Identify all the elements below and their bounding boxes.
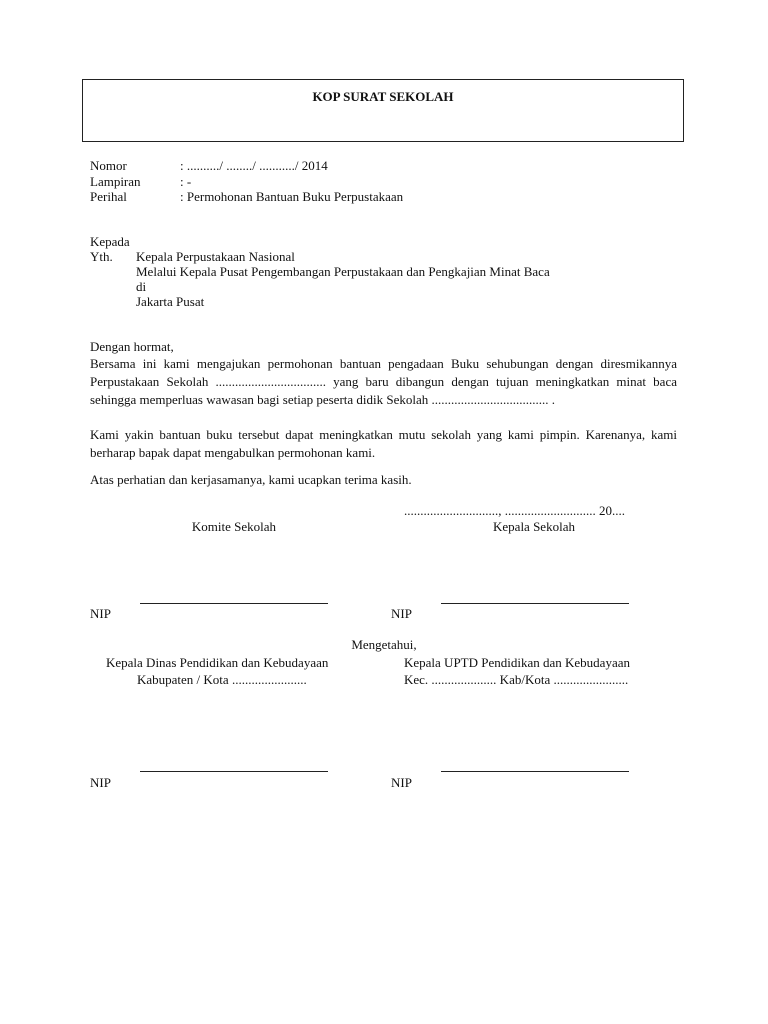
recipient-line-4: Jakarta Pusat — [136, 294, 205, 309]
letterhead-box — [82, 79, 684, 142]
signature-line-komite — [140, 603, 328, 604]
place-date: ............................., ............................ 20.... — [404, 503, 625, 518]
nip-uptd: NIP — [391, 775, 412, 790]
letterhead-title: KOP SURAT SEKOLAH — [312, 89, 454, 104]
kadis-title-line-1: Kepala Dinas Pendidikan dan Kebudayaan — [106, 655, 329, 670]
recipient-line-2: Melalui Kepala Pusat Pengembangan Perpustakaan dan Pengkajian Minat Baca — [136, 264, 550, 279]
kadis-title-line-2: Kabupaten / Kota ....................... — [137, 672, 307, 687]
kepada-label: Kepada — [90, 234, 130, 249]
nomor-label: Nomor — [90, 158, 127, 173]
lampiran-value: : - — [180, 174, 192, 189]
nip-komite: NIP — [90, 606, 111, 621]
yth-label: Yth. — [90, 249, 113, 264]
lampiran-label: Lampiran — [90, 174, 141, 189]
uptd-title-line-1: Kepala UPTD Pendidikan dan Kebudayaan — [404, 655, 630, 670]
nip-kepala-sekolah: NIP — [391, 606, 412, 621]
closing-line: Atas perhatian dan kerjasamanya, kami ucapkan terima kasih. — [90, 472, 412, 487]
nomor-value: : ........../ ......../ .........../ 2014 — [180, 158, 328, 173]
kepala-sekolah-label: Kepala Sekolah — [493, 519, 575, 534]
body-paragraph-1: Bersama ini kami mengajukan permohonan bantuan pengadaan Buku sehubungan dengan diresmikannya Perpustakaan Sekolah .................................. yang baru dibangun dengan tujuan meningkatkan minat baca sehingga memperluas wawasan bagi setiap peserta didik Sekolah .................................... . — [90, 356, 677, 407]
mengetahui-label: Mengetahui, — [351, 637, 417, 652]
perihal-label: Perihal — [90, 189, 127, 204]
body-paragraph-2: Kami yakin bantuan buku tersebut dapat meningkatkan mutu sekolah yang kami pimpin. Karenanya, kami berharap bapak dapat mengabulkan permohonan kami. — [90, 427, 677, 460]
signature-line-kepala-sekolah — [441, 603, 629, 604]
greeting: Dengan hormat, — [90, 339, 174, 354]
signature-line-uptd — [441, 771, 629, 772]
recipient-line-3: di — [136, 279, 147, 294]
perihal-value: : Permohonan Bantuan Buku Perpustakaan — [180, 189, 404, 204]
nip-kadis: NIP — [90, 775, 111, 790]
signature-line-kadis — [140, 771, 328, 772]
komite-sekolah-label: Komite Sekolah — [191, 519, 277, 534]
uptd-title-line-2: Kec. .................... Kab/Kota ....................... — [404, 672, 629, 687]
recipient-line-1: Kepala Perpustakaan Nasional — [136, 249, 295, 264]
